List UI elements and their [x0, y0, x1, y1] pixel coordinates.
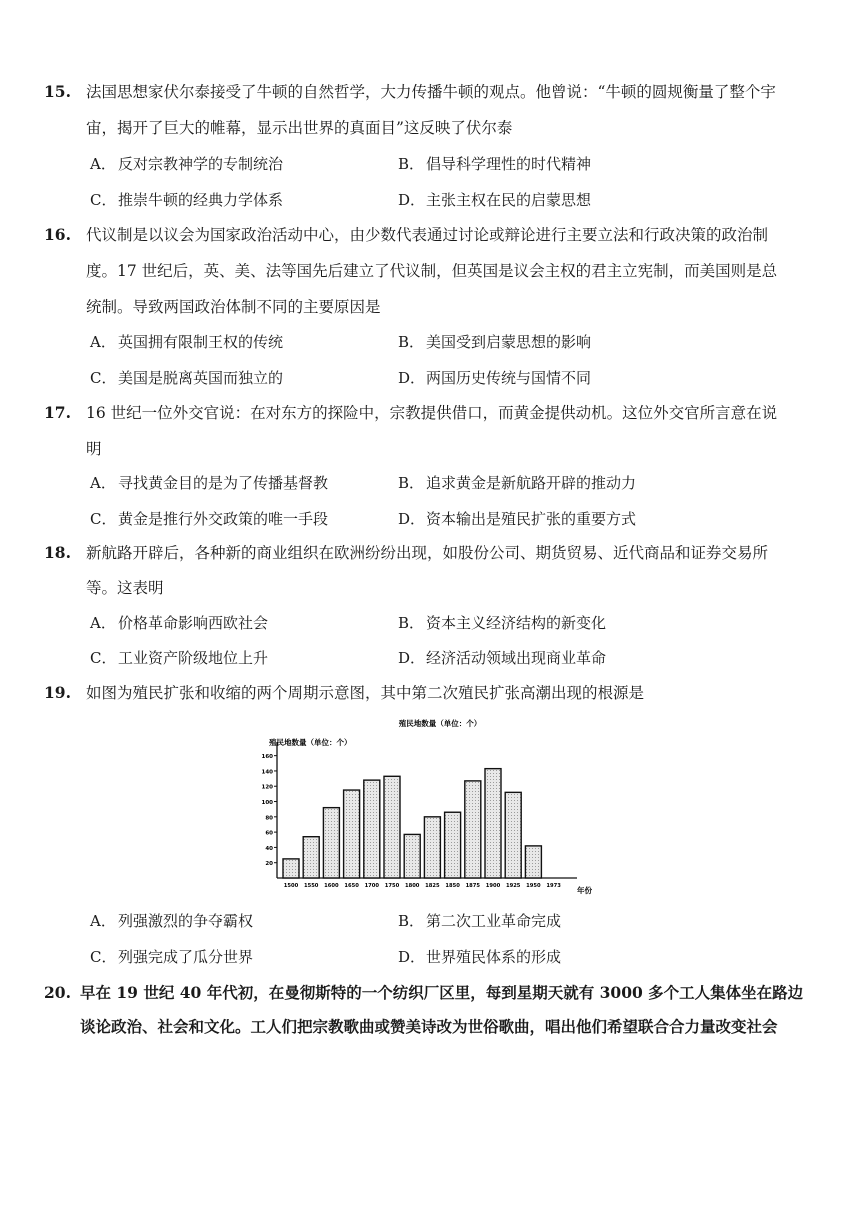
- option-d[interactable]: D．两国历史传统与国情不同: [398, 369, 592, 387]
- chart-bar: [344, 790, 360, 878]
- x-tick-label: 1950: [526, 883, 541, 889]
- x-tick-label: 1650: [344, 883, 359, 889]
- question-stem-line: 16 世纪一位外交官说：在对东方的探险中，宗教提供借口，而黄金提供动机。这位外交官所言意在说: [86, 404, 778, 422]
- y-tick-label: 40: [265, 845, 273, 852]
- question-number: 16.: [44, 225, 71, 244]
- question-stem-line: 新航路开辟后，各种新的商业组织在欧洲纷纷出现，如股份公司、期货贸易、近代商品和证券交易所: [86, 544, 769, 562]
- option-d[interactable]: D．主张主权在民的启蒙思想: [398, 191, 592, 209]
- x-tick-label: 1900: [485, 883, 501, 889]
- option-a[interactable]: A． 反对宗教神学的专制统治: [90, 155, 284, 173]
- option-d[interactable]: D．资本输出是殖民扩张的重要方式: [398, 510, 637, 528]
- question-stem-line: 如图为殖民扩张和收缩的两个周期示意图，其中第二次殖民扩张高潮出现的根源是: [86, 684, 645, 702]
- question-stem-line: 度。17 世纪后，英、美、法等国先后建立了代议制，但英国是议会主权的君主立宪制，而美国则是总: [86, 262, 778, 280]
- y-tick-label: 100: [261, 800, 273, 807]
- chart-bar: [445, 812, 461, 878]
- x-tick-label: 1875: [465, 883, 481, 889]
- chart-bar: [283, 859, 299, 878]
- option-a[interactable]: A． 列强激烈的争夺霸权: [90, 912, 254, 930]
- question-stem-line: 宙，揭开了巨大的帷幕，显示出世界的真面目”这反映了伏尔泰: [86, 119, 513, 137]
- chart-bar: [323, 808, 339, 878]
- option-d[interactable]: D．世界殖民体系的形成: [398, 948, 562, 966]
- chart-x-axis-label: 年份: [577, 886, 592, 895]
- y-tick-label: 160: [261, 754, 273, 761]
- question-stem-line: 法国思想家伏尔泰接受了牛顿的自然哲学，大力传播牛顿的观点。他曾说：“牛顿的圆规衡量了整个宇: [86, 83, 776, 101]
- option-b[interactable]: B． 倡导科学理性的时代精神: [398, 155, 592, 173]
- chart-bar: [505, 792, 521, 878]
- chart-bar: [525, 846, 541, 878]
- option-c[interactable]: C． 推崇牛顿的经典力学体系: [90, 191, 284, 209]
- x-tick-label: 1800: [404, 883, 420, 889]
- option-c[interactable]: C． 列强完成了瓜分世界: [90, 948, 254, 966]
- y-tick-label: 60: [265, 830, 273, 837]
- y-tick-label: 120: [261, 784, 273, 791]
- chart-bar: [384, 776, 400, 878]
- x-tick-label: 1700: [364, 883, 380, 889]
- option-b[interactable]: B． 追求黄金是新航路开辟的推动力: [398, 474, 637, 492]
- option-b[interactable]: B． 资本主义经济结构的新变化: [398, 614, 607, 632]
- chart-title: 殖民地数量（单位：个）: [398, 719, 482, 728]
- option-a[interactable]: A． 价格革命影响西欧社会: [90, 614, 269, 632]
- question-stem-line: 统制。导致两国政治体制不同的主要原因是: [86, 298, 381, 316]
- question-number: 19.: [44, 683, 71, 702]
- chart-bar: [303, 837, 319, 878]
- question-number: 17.: [44, 403, 71, 422]
- question-number: 15.: [44, 82, 71, 101]
- y-tick-label: 20: [265, 861, 273, 868]
- option-c[interactable]: C． 工业资产阶级地位上升: [90, 649, 269, 667]
- chart-bar: [485, 769, 501, 878]
- option-a[interactable]: A． 英国拥有限制王权的传统: [90, 333, 284, 351]
- option-b[interactable]: B． 美国受到启蒙思想的影响: [398, 333, 592, 351]
- option-a[interactable]: A． 寻找黄金目的是为了传播基督教: [90, 474, 329, 492]
- y-tick-label: 140: [261, 769, 273, 776]
- x-tick-label: 1550: [303, 883, 319, 889]
- question-stem-line: 代议制是以议会为国家政治活动中心，由少数代表通过讨论或辩论进行主要立法和行政决策的政治制: [86, 226, 769, 244]
- x-tick-label: 1825: [425, 883, 440, 889]
- x-tick-label: 1500: [283, 883, 299, 889]
- option-d[interactable]: D．经济活动领域出现商业革命: [398, 649, 607, 667]
- chart-bar: [465, 781, 481, 878]
- question-stem-line: 谈论政治、社会和文化。工人们把宗教歌曲或赞美诗改为世俗歌曲，唱出他们希望联合合力量改变社会: [80, 1017, 778, 1036]
- option-b[interactable]: B． 第二次工业革命完成: [398, 912, 562, 930]
- x-tick-label: 1973: [546, 883, 561, 889]
- x-tick-label: 1600: [324, 883, 339, 889]
- option-c[interactable]: C． 黄金是推行外交政策的唯一手段: [90, 510, 329, 528]
- question-number: 20.: [44, 983, 71, 1002]
- option-c[interactable]: C． 美国是脱离英国而独立的: [90, 369, 284, 387]
- chart-bar: [364, 780, 380, 878]
- colony-count-chart: [255, 712, 625, 902]
- y-tick-label: 80: [265, 815, 273, 822]
- question-stem-line: 等。这表明: [86, 579, 164, 597]
- x-tick-label: 1925: [505, 883, 521, 889]
- x-tick-label: 1850: [445, 883, 460, 889]
- chart-bar: [424, 817, 440, 878]
- chart-bar: [404, 834, 420, 878]
- question-stem-line: 早在 19 世纪 40 年代初，在曼彻斯特的一个纺织厂区里，每到星期天就有 3000 多个工人集体坐在路边: [80, 983, 804, 1002]
- chart-y-axis-label: 殖民地数量（单位：个）: [269, 738, 352, 747]
- x-tick-label: 1750: [384, 883, 400, 889]
- question-stem-line: 明: [86, 440, 102, 458]
- question-number: 18.: [44, 543, 71, 562]
